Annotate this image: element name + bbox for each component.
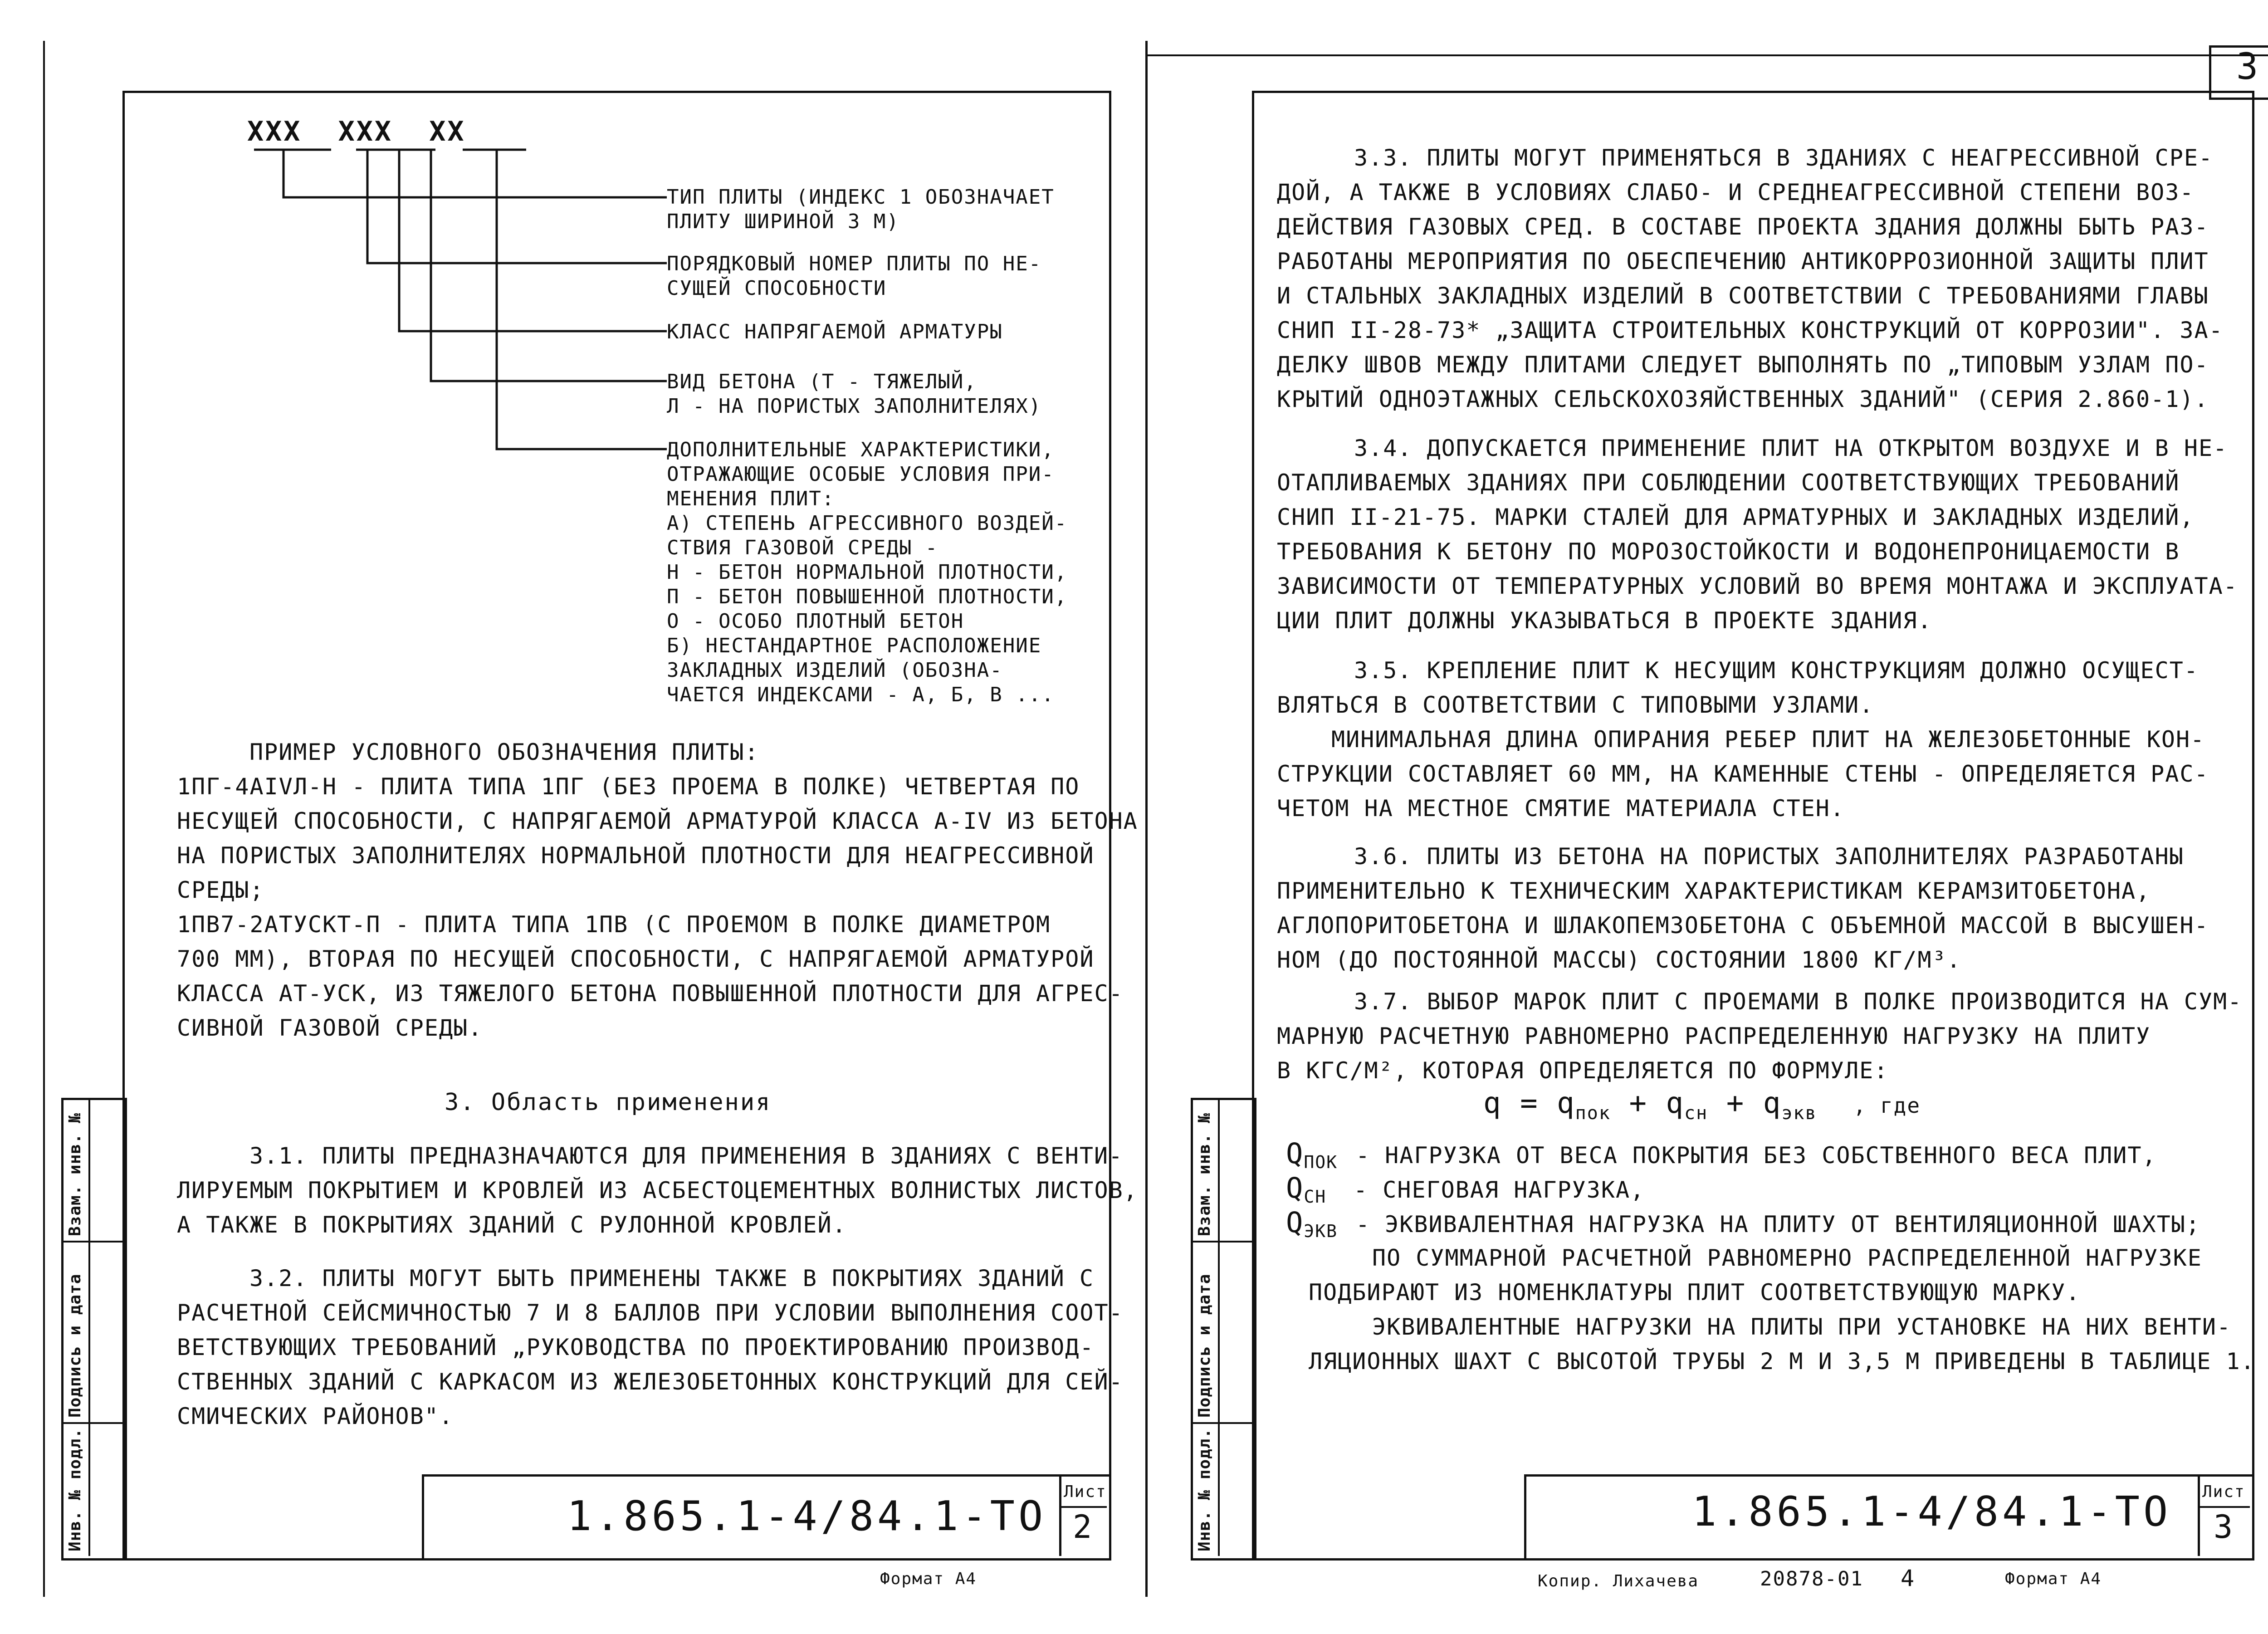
left-edge-line [43, 41, 45, 1597]
paragraph-3-7: 3.7. ВЫБОР МАРОК ПЛИТ С ПРОЕМАМИ В ПОЛКЕ ПРОИЗВОДИТСЯ НА СУМ- МАРНУЮ РАСЧЕТНУЮ РАВНОМЕРНО РАСПРЕДЕЛЕННУЮ НАГРУЗКУ НА ПЛИТУ В КГС/М², КОТОРАЯ ОПРЕДЕЛЯЕТСЯ ПО ФОРМУЛЕ: [1277, 988, 2243, 1084]
right-doc-code: 1.865.1-4/84.1-ТО [1692, 1488, 2172, 1536]
example-block: ПРИМЕР УСЛОВНОГО ОБОЗНАЧЕНИЯ ПЛИТЫ: 1ПГ-4АIVЛ-Н - ПЛИТА ТИПА 1ПГ (БЕЗ ПРОЕМА В ПОЛКЕ) ЧЕТВЕРТАЯ ПО НЕСУЩЕЙ СПОСОБНОСТИ, С НАПРЯГАЕМОЙ АРМАТУРОЙ КЛАССА А-IV ИЗ БЕТОНА НА ПОРИСТЫХ ЗАПОЛНИТЕЛЯХ НОРМАЛЬНОЙ ПЛОТНОСТИ ДЛЯ НЕАГРЕССИВНОЙ СРЕДЫ; 1ПВ7-2АТУСКТ-П - ПЛИТА ТИПА 1ПВ (С ПРОЕМОМ В ПОЛКЕ ДИАМЕТРОМ 700 ММ), ВТОРАЯ ПО НЕСУЩЕЙ СПОСОБНОСТИ, С НАПРЯГАЕМОЙ АРМАТУРОЙ КЛАССА АТ-УСК, ИЗ ТЯЖЕЛОГО БЕТОНА ПОВЫШЕННОЙ ПЛОТНОСТИ ДЛЯ АГРЕС- СИВНОЙ ГАЗОВОЙ СРЕДЫ. [177, 739, 1138, 1041]
left-doc-code: 1.865.1-4/84.1-ТО [567, 1492, 1047, 1540]
right-sheet-label: Лист [2202, 1482, 2245, 1501]
legend-item-1: ТИП ПЛИТЫ (ИНДЕКС 1 ОБОЗНАЧАЕТ ПЛИТУ ШИРИНОЙ 3 М) [667, 186, 1055, 233]
paragraph-3-5: 3.5. КРЕПЛЕНИЕ ПЛИТ К НЕСУЩИМ КОНСТРУКЦИЯМ ДОЛЖНО ОСУЩЕСТ- ВЛЯТЬСЯ В СООТВЕТСТВИИ С ТИПОВЫМИ УЗЛАМИ. МИНИМАЛЬНАЯ ДЛИНА ОПИРАНИЯ РЕБЕР ПЛИТ НА ЖЕЛЕЗОБЕТОННЫЕ КОН- СТРУКЦИИ СОСТАВЛЯЕТ 60 ММ, НА КАМЕННЫЕ СТЕНЫ - ОПРЕДЕЛЯЕТСЯ РАС- ЧЕТОМ НА МЕСТНОЕ СМЯТИЕ МАТЕРИАЛА СТЕН. [1277, 657, 2209, 822]
right-format: Формат А4 [2005, 1570, 2102, 1588]
definition-item: $Q_{ЭКВ}$ - ЭКВИВАЛЕНТНАЯ НАГРУЗКА НА ПЛИТУ ОТ ВЕНТИЛЯЦИОННОЙ ШАХТЫ; [1286, 1206, 2200, 1241]
paragraph-3-2: 3.2. ПЛИТЫ МОГУТ БЫТЬ ПРИМЕНЕНЫ ТАКЖЕ В ПОКРЫТИЯХ ЗДАНИЙ С РАСЧЕТНОЙ СЕЙСМИЧНОСТЬЮ 7 И 8 БАЛЛОВ ПРИ УСЛОВИИ ВЫПОЛНЕНИЯ СООТ- ВЕТСТВУЮЩИХ ТРЕБОВАНИЙ „РУКОВОДСТВА ПО ПРОЕКТИРОВАНИЮ ПРОИЗВОД- СТВЕННЫХ ЗДАНИЙ С КАРКАСОМ ИЗ ЖЕЛЕЗОБЕТОННЫХ КОНСТРУКЦИЙ ДЛЯ СЕЙ- СМИЧЕСКИХ РАЙОНОВ". [177, 1265, 1124, 1429]
tail-text: ПО СУММАРНОЙ РАСЧЕТНОЙ РАВНОМЕРНО РАСПРЕДЕЛЕННОЙ НАГРУЗКЕ ПОДБИРАЮТ ИЗ НОМЕНКЛАТУРЫ ПЛИТ СООТВЕТСТВУЮЩУЮ МАРКУ. ЭКВИВАЛЕНТНЫЕ НАГРУЗКИ НА ПЛИТЫ ПРИ УСТАНОВКЕ НА НИХ ВЕНТИ- ЛЯЦИОННЫХ ШАХТ С ВЫСОТОЙ ТРУБЫ 2 М И 3,5 М ПРИВЕДЕНЫ В ТАБЛИЦЕ 1. [1309, 1245, 2255, 1375]
left-sheet-number: 2 [1073, 1508, 1096, 1546]
copy-number-2: 4 [1901, 1565, 1916, 1591]
definitions-list [1286, 1136, 2200, 1240]
right-sheet-number: 3 [2214, 1508, 2237, 1546]
side-label-zam-right: Взам. инв. № [1195, 1112, 1214, 1236]
paragraph-3-4: 3.4. ДОПУСКАЕТСЯ ПРИМЕНЕНИЕ ПЛИТ НА ОТКРЫТОМ ВОЗДУХЕ И В НЕ- ОТАПЛИВАЕМЫХ ЗДАНИЯХ ПРИ СОБЛЮДЕНИИ СООТВЕТСТВУЮЩИХ ТРЕБОВАНИЙ СНИП II-21-75. МАРКИ СТАЛЕЙ ДЛЯ АРМАТУРНЫХ И ЗАКЛАДНЫХ ИЗДЕЛИЙ, ТРЕБОВАНИЯ К БЕТОНУ ПО МОРОЗОСТОЙКОСТИ И ВОДОНЕПРОНИЦАЕМОСТИ В ЗАВИСИМОСТИ ОТ ТЕМПЕРАТУРНЫХ УСЛОВИЙ ВО ВРЕМЯ МОНТАЖА И ЭКСПЛУАТА- ЦИИ ПЛИТ ДОЛЖНЫ УКАЗЫВАТЬСЯ В ПРОЕКТЕ ЗДАНИЯ. [1277, 435, 2238, 634]
code-leader-lines [245, 145, 680, 463]
copier-name: Копир. Лихачева [1538, 1572, 1699, 1590]
legend-item-5: ДОПОЛНИТЕЛЬНЫЕ ХАРАКТЕРИСТИКИ, ОТРАЖАЮЩИЕ ОСОБЫЕ УСЛОВИЯ ПРИ- МЕНЕНИЯ ПЛИТ: А) СТЕПЕНЬ АГРЕССИВНОГО ВОЗДЕЙ- СТВИЯ ГАЗОВОЙ СРЕДЫ - Н - БЕТОН НОРМАЛЬНОЙ ПЛОТНОСТИ, П - БЕТОН ПОВЫШЕННОЙ ПЛОТНОСТИ, О - ОСОБО ПЛОТНЫЙ БЕТОН Б) НЕСТАНДАРТНОЕ РАСПОЛОЖЕНИЕ ЗАКЛАДНЫХ ИЗДЕЛИЙ (ОБОЗНА- ЧАЕТСЯ ИНДЕКСАМИ - А, Б, В ... [667, 438, 1068, 706]
left-format: Формат А4 [880, 1570, 977, 1588]
code-scheme: XXX XXX XX [247, 116, 466, 147]
left-sheet-label: Лист [1064, 1482, 1107, 1501]
paragraph-3-3: 3.3. ПЛИТЫ МОГУТ ПРИМЕНЯТЬСЯ В ЗДАНИЯХ С НЕАГРЕССИВНОЙ СРЕ- ДОЙ, А ТАКЖЕ В УСЛОВИЯХ СЛАБО- И СРЕДНЕАГРЕССИВНОЙ СТЕПЕНИ ВОЗ- ДЕЙСТВИЯ ГАЗОВЫХ СРЕД. В СОСТАВЕ ПРОЕКТА ЗДАНИЯ ДОЛЖНЫ БЫТЬ РАЗ- РАБОТАНЫ МЕРОПРИЯТИЯ ПО ОБЕСПЕЧЕНИЮ АНТИКОРРОЗИОННОЙ ЗАЩИТЫ ПЛИТ И СТАЛЬНЫХ ЗАКЛАДНЫХ ИЗДЕЛИЙ В СООТВЕТСТВИИ С ТРЕБОВАНИЯМИ ГЛАВЫ СНИП II-28-73* „ЗАЩИТА СТРОИТЕЛЬНЫХ КОНСТРУКЦИЙ ОТ КОРРОЗИИ". ЗА- ДЕЛКУ ШВОВ МЕЖДУ ПЛИТАМИ СЛЕДУЕТ ВЫПОЛНЯТЬ ПО „ТИПОВЫМ УЗЛАМ ПО- КРЫТИЙ ОДНОЭТАЖНЫХ СЕЛЬСКОХОЗЯЙСТВЕННЫХ ЗДАНИЙ" (СЕРИЯ 2.860-1). [1277, 145, 2224, 412]
side-label-inv: Инв. № подл. [66, 1428, 84, 1551]
side-label-inv-right: Инв. № подл. [1195, 1428, 1214, 1551]
legend-item-4: ВИД БЕТОНА (Т - ТЯЖЕЛЫЙ, Л - НА ПОРИСТЫХ ЗАПОЛНИТЕЛЯХ) [667, 370, 1042, 418]
corner-page-number: 3 [2236, 45, 2262, 88]
center-fold-line [1145, 41, 1148, 1597]
section-title: 3. Область применения [445, 1089, 772, 1116]
side-label-sign: Подпись и дата [66, 1273, 84, 1418]
paragraph-3-6: 3.6. ПЛИТЫ ИЗ БЕТОНА НА ПОРИСТЫХ ЗАПОЛНИТЕЛЯХ РАЗРАБОТАНЫ ПРИМЕНИТЕЛЬНО К ТЕХНИЧЕСКИМ ХАРАКТЕРИСТИКАМ КЕРАМЗИТОБЕТОНА, АГЛОПОРИТОБЕТОНА И ШЛАКОПЕМЗОБЕТОНА С ОБЪЕМНОЙ МАССОЙ В ВЫСУШЕН- НОМ (ДО ПОСТОЯННОЙ МАССЫ) СОСТОЯНИИ 1800 КГ/М³. [1277, 843, 2209, 973]
paragraph-3-1: 3.1. ПЛИТЫ ПРЕДНАЗНАЧАЮТСЯ ДЛЯ ПРИМЕНЕНИЯ В ЗДАНИЯХ С ВЕНТИ- ЛИРУЕМЫМ ПОКРЫТИЕМ И КРОВЛЕЙ ИЗ АСБЕСТОЦЕМЕНТНЫХ ВОЛНИСТЫХ ЛИСТОВ, А ТАКЖЕ В ПОКРЫТИЯХ ЗДАНИЙ С РУЛОННОЙ КРОВЛЕЙ. [177, 1143, 1138, 1238]
legend-item-3: КЛАСС НАПРЯГАЕМОЙ АРМАТУРЫ [667, 320, 1003, 343]
definition-item: $Q_{ПОК}$ - НАГРУЗКА ОТ ВЕСА ПОКРЫТИЯ БЕЗ СОБСТВЕННОГО ВЕСА ПЛИТ, [1286, 1137, 2157, 1172]
side-label-zam: Взам. инв. № [66, 1112, 84, 1236]
legend-item-2: ПОРЯДКОВЫЙ НОМЕР ПЛИТЫ ПО НЕ- СУЩЕЙ СПОСОБНОСТИ [667, 252, 1042, 300]
load-formula: $q = q_{пок} + q_{сн} + q_{экв}$ , где [1483, 1086, 1921, 1124]
definition-item: $Q_{СН}$ - СНЕГОВАЯ НАГРУЗКА, [1286, 1171, 1645, 1207]
copy-number: 20878-01 [1760, 1567, 1863, 1590]
side-label-sign-right: Подпись и дата [1195, 1273, 1214, 1418]
